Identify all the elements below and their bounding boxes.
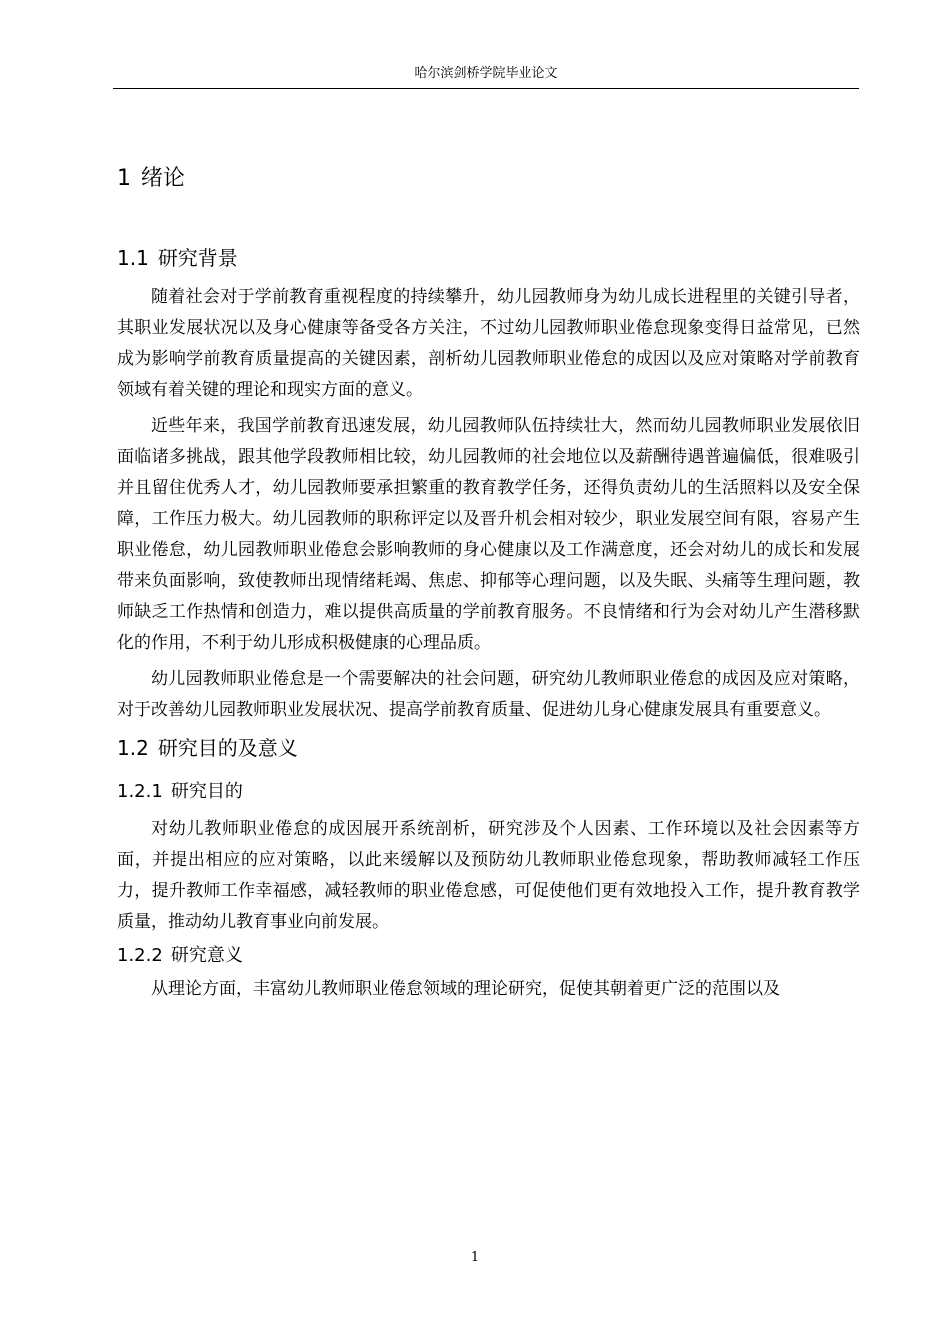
section-heading-1-1 [117, 238, 860, 278]
subsection-number: 1.2.1 [117, 781, 163, 802]
section-title: 研究目的及意义 [157, 736, 298, 760]
body-paragraph: 随着社会对于学前教育重视程度的持续攀升，幼儿园教师身为幼儿成长进程里的关键引导者，其职业发展状况以及身心健康等备受各方关注，不过幼儿园教师职业倦怠现象变得日益常见，已然成为影响学前教育质量提高的关键因素，剖析幼儿园教师职业倦怠的成因以及应对策略对学前教育领域有着关键的理论和现实方面的意义。 [117, 287, 860, 400]
section-number: 1.1 [117, 246, 149, 270]
section-title: 研究背景 [157, 246, 238, 270]
page-body [117, 155, 860, 1005]
subsection-title: 研究意义 [170, 945, 243, 966]
subsection-1-2-2-body [117, 974, 860, 1005]
subsection-heading-1-2-2 [117, 938, 860, 974]
body-paragraph: 幼儿园教师职业倦怠是一个需要解决的社会问题，研究幼儿教师职业倦怠的成因及应对策略，对于改善幼儿园教师职业发展状况、提高学前教育质量、促进幼儿身心健康发展具有重要意义。 [117, 669, 860, 720]
subsection-heading-1-2-1 [117, 774, 860, 810]
running-header-title: 哈尔滨剑桥学院毕业论文 [414, 66, 558, 81]
subsection-title: 研究目的 [170, 781, 243, 802]
chapter-title: 绪论 [140, 166, 185, 191]
running-header [113, 64, 859, 89]
subsection-number: 1.2.2 [117, 945, 163, 966]
body-paragraph: 近些年来，我国学前教育迅速发展，幼儿园教师队伍持续壮大，然而幼儿园教师职业发展依旧面临诸多挑战，跟其他学段教师相比较，幼儿园教师的社会地位以及薪酬待遇普遍偏低，很难吸引并且留住优秀人才，幼儿园教师要承担繁重的教育教学任务，还得负责幼儿的生活照料以及安全保障，工作压力极大。幼儿园教师的职称评定以及晋升机会相对较少，职业发展空间有限，容易产生职业倦怠，幼儿园教师职业倦怠会影响教师的身心健康以及工作满意度，还会对幼儿的成长和发展带来负面影响，致使教师出现情绪耗竭、焦虑、抑郁等心理问题，以及失眠、头痛等生理问题，教师缺乏工作热情和创造力，难以提供高质量的学前教育服务。不良情绪和行为会对幼儿产生潜移默化的作用，不利于幼儿形成积极健康的心理品质。 [117, 416, 860, 653]
chapter-number: 1 [117, 166, 131, 191]
section-number: 1.2 [117, 736, 149, 760]
body-paragraph: 对幼儿教师职业倦怠的成因展开系统剖析，研究涉及个人因素、工作环境以及社会因素等方面，并提出相应的应对策略，以此来缓解以及预防幼儿教师职业倦怠现象，帮助教师减轻工作压力，提升教师工作幸福感，减轻教师的职业倦怠感，可促使他们更有效地投入工作，提升教育教学质量，推动幼儿教育事业向前发展。 [117, 819, 860, 932]
section-1-1-body [117, 282, 860, 726]
subsection-1-2-1-body [117, 814, 860, 938]
body-paragraph: 从理论方面，丰富幼儿教师职业倦怠领域的理论研究，促使其朝着更广泛的范围以及 [151, 979, 780, 999]
page-number: 1 [470, 1250, 480, 1265]
section-heading-1-2 [117, 728, 860, 768]
chapter-heading [117, 155, 860, 203]
